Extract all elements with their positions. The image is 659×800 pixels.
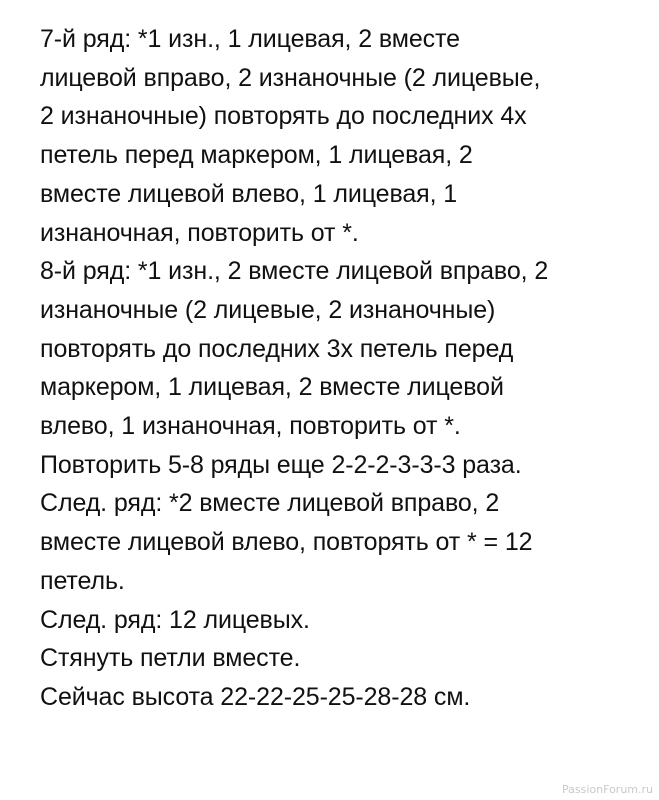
text-line: повторять до последних 3х петель перед	[40, 334, 514, 363]
text-line: изнаночная, повторить от *.	[40, 218, 359, 247]
text-line: 8-й ряд: *1 изн., 2 вместе лицевой вправо, 2	[40, 257, 549, 286]
text-line: маркером, 1 лицевая, 2 вместе лицевой	[40, 373, 504, 402]
text-line: вместе лицевой влево, повторять от * = 12	[40, 528, 533, 557]
text-line: петель перед маркером, 1 лицевая, 2	[40, 141, 473, 170]
watermark: PassionForum.ru	[562, 783, 653, 796]
text-line: След. ряд: 12 лицевых.	[40, 605, 310, 634]
instruction-text	[40, 20, 640, 717]
text-line: петель.	[40, 566, 125, 595]
text-line: изнаночные (2 лицевые, 2 изнаночные)	[40, 295, 496, 324]
text-line: Повторить 5-8 ряды еще 2-2-2-3-3-3 раза.	[40, 450, 522, 479]
text-line: Стянуть петли вместе.	[40, 644, 301, 673]
text-line: 2 изнаночные) повторять до последних 4х	[40, 102, 527, 131]
text-line: вместе лицевой влево, 1 лицевая, 1	[40, 179, 458, 208]
text-line: 7-й ряд: *1 изн., 1 лицевая, 2 вместе	[40, 25, 460, 53]
text-line: Сейчас высота 22-22-25-25-28-28 см.	[40, 682, 471, 711]
text-line: лицевой вправо, 2 изнаночные (2 лицевые,	[40, 63, 541, 92]
text-line: След. ряд: *2 вместе лицевой вправо, 2	[40, 489, 500, 518]
text-line: влево, 1 изнаночная, повторить от *.	[40, 412, 461, 441]
